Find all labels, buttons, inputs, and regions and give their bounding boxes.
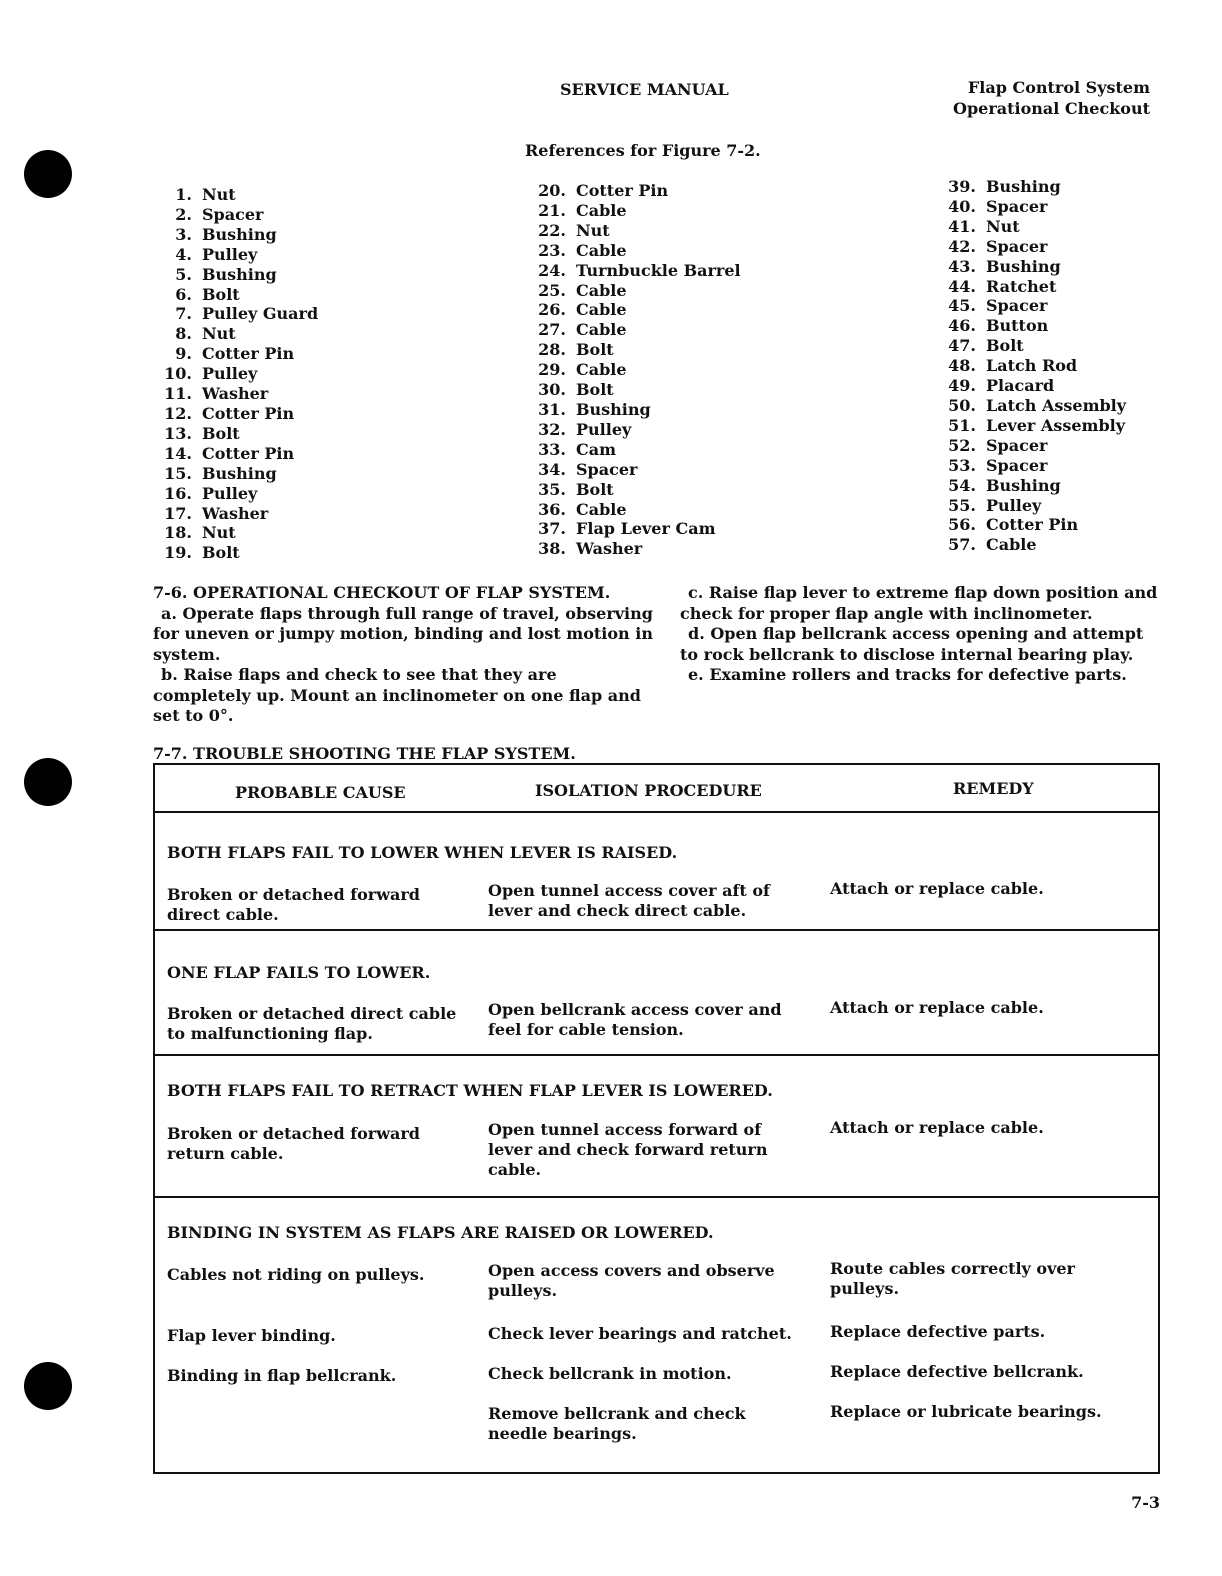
reference-item [532, 300, 741, 320]
cell-remedy: Attach or replace cable. [830, 879, 1044, 898]
reference-item [532, 500, 741, 520]
reference-item [158, 424, 318, 444]
reference-name: Bushing [986, 256, 1061, 276]
reference-item [158, 523, 318, 543]
reference-item [942, 396, 1126, 416]
reference-name: Bushing [576, 399, 651, 419]
reference-name: Pulley [576, 419, 632, 439]
reference-item [532, 360, 741, 380]
trouble-group-title: BOTH FLAPS FAIL TO LOWER WHEN LEVER IS RAISED. [167, 843, 678, 862]
reference-number: 42. [948, 236, 976, 256]
reference-number: 52. [948, 435, 976, 455]
reference-item [532, 261, 741, 281]
reference-name: Cotter Pin [202, 344, 295, 364]
reference-number: 25. [538, 280, 566, 300]
cell-isolation-procedure: Check bellcrank in motion. [488, 1364, 732, 1383]
reference-name: Bushing [986, 177, 1061, 196]
binder-hole [24, 1362, 72, 1410]
reference-item [942, 217, 1126, 237]
reference-number: 5. [175, 264, 192, 284]
reference-item [942, 296, 1126, 316]
cell-probable-cause: Cables not riding on pulleys. [167, 1265, 425, 1284]
reference-name: Cam [576, 439, 617, 459]
reference-item [942, 257, 1126, 277]
troubleshooting-heading: 7-7. TROUBLE SHOOTING THE FLAP SYSTEM. [153, 744, 576, 763]
reference-name: Cotter Pin [202, 443, 295, 463]
reference-item [942, 496, 1126, 516]
cell-remedy: Attach or replace cable. [830, 1118, 1044, 1137]
reference-name: Bolt [576, 479, 614, 499]
reference-number: 48. [948, 356, 976, 376]
reference-number: 43. [948, 256, 976, 276]
reference-item [158, 384, 318, 404]
reference-item [532, 440, 741, 460]
reference-name: Spacer [986, 236, 1048, 256]
reference-name: Cable [576, 499, 627, 519]
reference-number: 55. [948, 495, 976, 515]
reference-name: Cable [576, 280, 627, 300]
cell-isolation-procedure: Open tunnel access cover aft of lever and check direct cable. [488, 881, 770, 920]
reference-name: Latch Rod [986, 356, 1078, 376]
reference-number: 49. [948, 376, 976, 396]
checkout-step-e: e. Examine rollers and tracks for defective parts. [688, 665, 1127, 684]
cell-isolation-procedure: Open access covers and observe pulleys. [488, 1261, 775, 1300]
reference-name: Spacer [576, 459, 638, 479]
reference-name: Pulley [202, 483, 258, 503]
reference-item [158, 265, 318, 285]
reference-item [532, 480, 741, 500]
reference-number: 54. [948, 475, 976, 495]
reference-name: Cotter Pin [202, 403, 295, 423]
reference-name: Ratchet [986, 276, 1057, 296]
binder-hole [24, 758, 72, 806]
reference-item [532, 241, 741, 261]
reference-number: 21. [538, 200, 566, 220]
column-header-probable-cause: PROBABLE CAUSE [235, 783, 406, 802]
reference-number: 41. [948, 216, 976, 236]
trouble-group-title: BINDING IN SYSTEM AS FLAPS ARE RAISED OR LOWERED. [167, 1223, 714, 1242]
reference-number: 4. [175, 244, 192, 264]
reference-item [942, 237, 1126, 257]
reference-number: 36. [538, 499, 566, 519]
reference-item [158, 225, 318, 245]
reference-item [158, 285, 318, 305]
reference-item [158, 444, 318, 464]
reference-item [532, 181, 741, 201]
reference-item [158, 185, 318, 205]
reference-number: 28. [538, 340, 566, 360]
reference-item [158, 324, 318, 344]
reference-name: Nut [986, 216, 1020, 236]
reference-number: 51. [948, 415, 976, 435]
cell-remedy: Route cables correctly over pulleys. [830, 1259, 1075, 1298]
reference-number: 57. [948, 535, 976, 555]
reference-name: Cotter Pin [986, 515, 1079, 535]
binder-hole [24, 150, 72, 198]
reference-name: Bolt [986, 336, 1024, 356]
references-column-3 [942, 177, 1126, 555]
reference-name: Latch Assembly [986, 395, 1127, 415]
reference-item [532, 340, 741, 360]
reference-item [532, 400, 741, 420]
reference-item [942, 356, 1126, 376]
reference-number: 18. [164, 523, 192, 543]
reference-item [532, 539, 741, 559]
reference-number: 16. [164, 483, 192, 503]
reference-item [942, 197, 1126, 217]
reference-number: 40. [948, 196, 976, 216]
cell-remedy: Replace or lubricate bearings. [830, 1402, 1102, 1421]
reference-number: 1. [175, 185, 192, 204]
reference-item [532, 221, 741, 241]
reference-number: 33. [538, 439, 566, 459]
reference-number: 23. [538, 240, 566, 260]
reference-item [942, 436, 1126, 456]
reference-name: Bushing [202, 463, 277, 483]
reference-number: 3. [175, 224, 192, 244]
reference-name: Spacer [986, 455, 1048, 475]
cell-probable-cause: Binding in flap bellcrank. [167, 1366, 397, 1385]
reference-name: Cable [576, 320, 627, 340]
reference-name: Placard [986, 376, 1055, 396]
reference-item [942, 177, 1126, 197]
reference-item [532, 281, 741, 301]
reference-name: Spacer [986, 435, 1048, 455]
reference-name: Pulley [202, 244, 258, 264]
reference-number: 38. [538, 539, 566, 559]
reference-number: 17. [164, 503, 192, 523]
reference-item [942, 535, 1126, 555]
reference-number: 14. [164, 443, 192, 463]
reference-number: 8. [175, 324, 192, 344]
reference-number: 24. [538, 260, 566, 280]
reference-item [158, 245, 318, 265]
reference-name: Washer [202, 503, 269, 523]
cell-isolation-procedure: Open bellcrank access cover and feel for cable tension. [488, 1000, 782, 1039]
reference-name: Bolt [202, 423, 240, 443]
reference-name: Bolt [202, 284, 240, 304]
reference-number: 50. [948, 395, 976, 415]
reference-item [942, 476, 1126, 496]
reference-name: Cotter Pin [576, 181, 669, 200]
reference-item [942, 416, 1126, 436]
reference-number: 29. [538, 360, 566, 380]
trouble-group-title: BOTH FLAPS FAIL TO RETRACT WHEN FLAP LEVER IS LOWERED. [167, 1081, 773, 1100]
reference-item [158, 304, 318, 324]
column-header-isolation-procedure: ISOLATION PROCEDURE [535, 781, 762, 800]
reference-name: Pulley Guard [202, 304, 319, 324]
section-title-line-2: Operational Checkout [953, 99, 1150, 118]
reference-item [158, 504, 318, 524]
cell-probable-cause: Broken or detached direct cable to malfunctioning flap. [167, 1004, 457, 1043]
reference-item [942, 336, 1126, 356]
reference-name: Nut [576, 220, 610, 240]
reference-item [158, 205, 318, 225]
reference-name: Cable [986, 535, 1037, 555]
cell-probable-cause: Broken or detached forward direct cable. [167, 885, 420, 924]
reference-name: Cable [576, 300, 627, 320]
checkout-heading: 7-6. OPERATIONAL CHECKOUT OF FLAP SYSTEM. [153, 583, 611, 602]
reference-item [158, 364, 318, 384]
reference-item [942, 316, 1126, 336]
reference-number: 2. [175, 204, 192, 224]
reference-name: Lever Assembly [986, 415, 1126, 435]
reference-item [532, 380, 741, 400]
reference-item [532, 201, 741, 221]
cell-remedy: Attach or replace cable. [830, 998, 1044, 1017]
cell-isolation-procedure: Open tunnel access forward of lever and check forward return cable. [488, 1120, 768, 1179]
reference-item [942, 515, 1126, 535]
reference-name: Washer [576, 539, 643, 559]
reference-number: 22. [538, 220, 566, 240]
references-column-1 [158, 185, 318, 563]
checkout-step-b: b. Raise flaps and check to see that they are completely up. Mount an inclinometer on one flap and set to 0°. [153, 665, 641, 725]
references-heading: References for Figure 7-2. [525, 141, 761, 160]
cell-remedy: Replace defective parts. [830, 1322, 1046, 1341]
reference-number: 19. [164, 543, 192, 563]
reference-number: 32. [538, 419, 566, 439]
reference-number: 45. [948, 296, 976, 316]
reference-item [158, 404, 318, 424]
reference-number: 37. [538, 519, 566, 539]
reference-number: 13. [164, 423, 192, 443]
reference-number: 26. [538, 300, 566, 320]
reference-number: 46. [948, 316, 976, 336]
reference-number: 20. [538, 181, 566, 200]
section-title-line-1: Flap Control System [967, 78, 1150, 97]
reference-number: 9. [175, 344, 192, 364]
reference-name: Spacer [986, 296, 1048, 316]
reference-name: Turnbuckle Barrel [576, 260, 741, 280]
reference-number: 39. [948, 177, 976, 196]
reference-item [532, 320, 741, 340]
trouble-group-title: ONE FLAP FAILS TO LOWER. [167, 963, 431, 982]
trouble-group [155, 811, 1158, 931]
reference-number: 6. [175, 284, 192, 304]
reference-name: Bolt [576, 380, 614, 400]
reference-item [158, 484, 318, 504]
reference-name: Spacer [202, 204, 264, 224]
reference-name: Bushing [202, 264, 277, 284]
reference-item [532, 420, 741, 440]
reference-number: 34. [538, 459, 566, 479]
reference-item [942, 456, 1126, 476]
reference-name: Washer [202, 384, 269, 404]
reference-name: Cable [576, 200, 627, 220]
reference-item [942, 277, 1126, 297]
reference-name: Nut [202, 523, 236, 543]
reference-item [158, 344, 318, 364]
reference-name: Bushing [202, 224, 277, 244]
reference-name: Bolt [202, 543, 240, 563]
trouble-group [155, 931, 1158, 1056]
reference-number: 10. [164, 364, 192, 384]
cell-remedy: Replace defective bellcrank. [830, 1362, 1084, 1381]
reference-item [158, 543, 318, 563]
reference-name: Button [986, 316, 1049, 336]
reference-name: Nut [202, 324, 236, 344]
column-header-remedy: REMEDY [953, 779, 1034, 798]
reference-name: Nut [202, 185, 236, 204]
checkout-step-c: c. Raise flap lever to extreme flap down position and check for proper flap angle with inclinometer. [680, 583, 1158, 623]
reference-name: Pulley [202, 364, 258, 384]
reference-number: 35. [538, 479, 566, 499]
reference-name: Cable [576, 360, 627, 380]
reference-item [532, 460, 741, 480]
troubleshooting-table [153, 763, 1160, 1474]
reference-name: Cable [576, 240, 627, 260]
trouble-group [155, 1056, 1158, 1198]
reference-item [532, 519, 741, 539]
reference-number: 47. [948, 336, 976, 356]
reference-number: 15. [164, 463, 192, 483]
cell-isolation-procedure: Remove bellcrank and check needle bearings. [488, 1404, 746, 1443]
reference-number: 7. [175, 304, 192, 324]
reference-name: Bushing [986, 475, 1061, 495]
table-header [155, 765, 1158, 813]
reference-item [158, 464, 318, 484]
manual-title: SERVICE MANUAL [560, 80, 729, 99]
trouble-group [155, 1198, 1158, 1471]
reference-number: 27. [538, 320, 566, 340]
checkout-step-d: d. Open flap bellcrank access opening and attempt to rock bellcrank to disclose internal bearing play. [680, 624, 1144, 664]
reference-name: Flap Lever Cam [576, 519, 716, 539]
cell-isolation-procedure: Check lever bearings and ratchet. [488, 1324, 792, 1343]
reference-number: 11. [164, 384, 192, 404]
reference-number: 31. [538, 399, 566, 419]
page-number: 7-3 [1131, 1493, 1160, 1512]
checkout-step-a: a. Operate flaps through full range of travel, observing for uneven or jumpy motion, binding and lost motion in system. [153, 603, 653, 664]
reference-number: 56. [948, 515, 976, 535]
reference-number: 30. [538, 380, 566, 400]
reference-name: Pulley [986, 495, 1042, 515]
reference-name: Spacer [986, 196, 1048, 216]
reference-number: 44. [948, 276, 976, 296]
reference-item [942, 376, 1126, 396]
reference-name: Bolt [576, 340, 614, 360]
reference-number: 12. [164, 403, 192, 423]
references-column-2 [532, 181, 741, 559]
cell-probable-cause: Flap lever binding. [167, 1326, 336, 1345]
cell-probable-cause: Broken or detached forward return cable. [167, 1124, 420, 1163]
section-title [953, 77, 1150, 119]
reference-number: 53. [948, 455, 976, 475]
